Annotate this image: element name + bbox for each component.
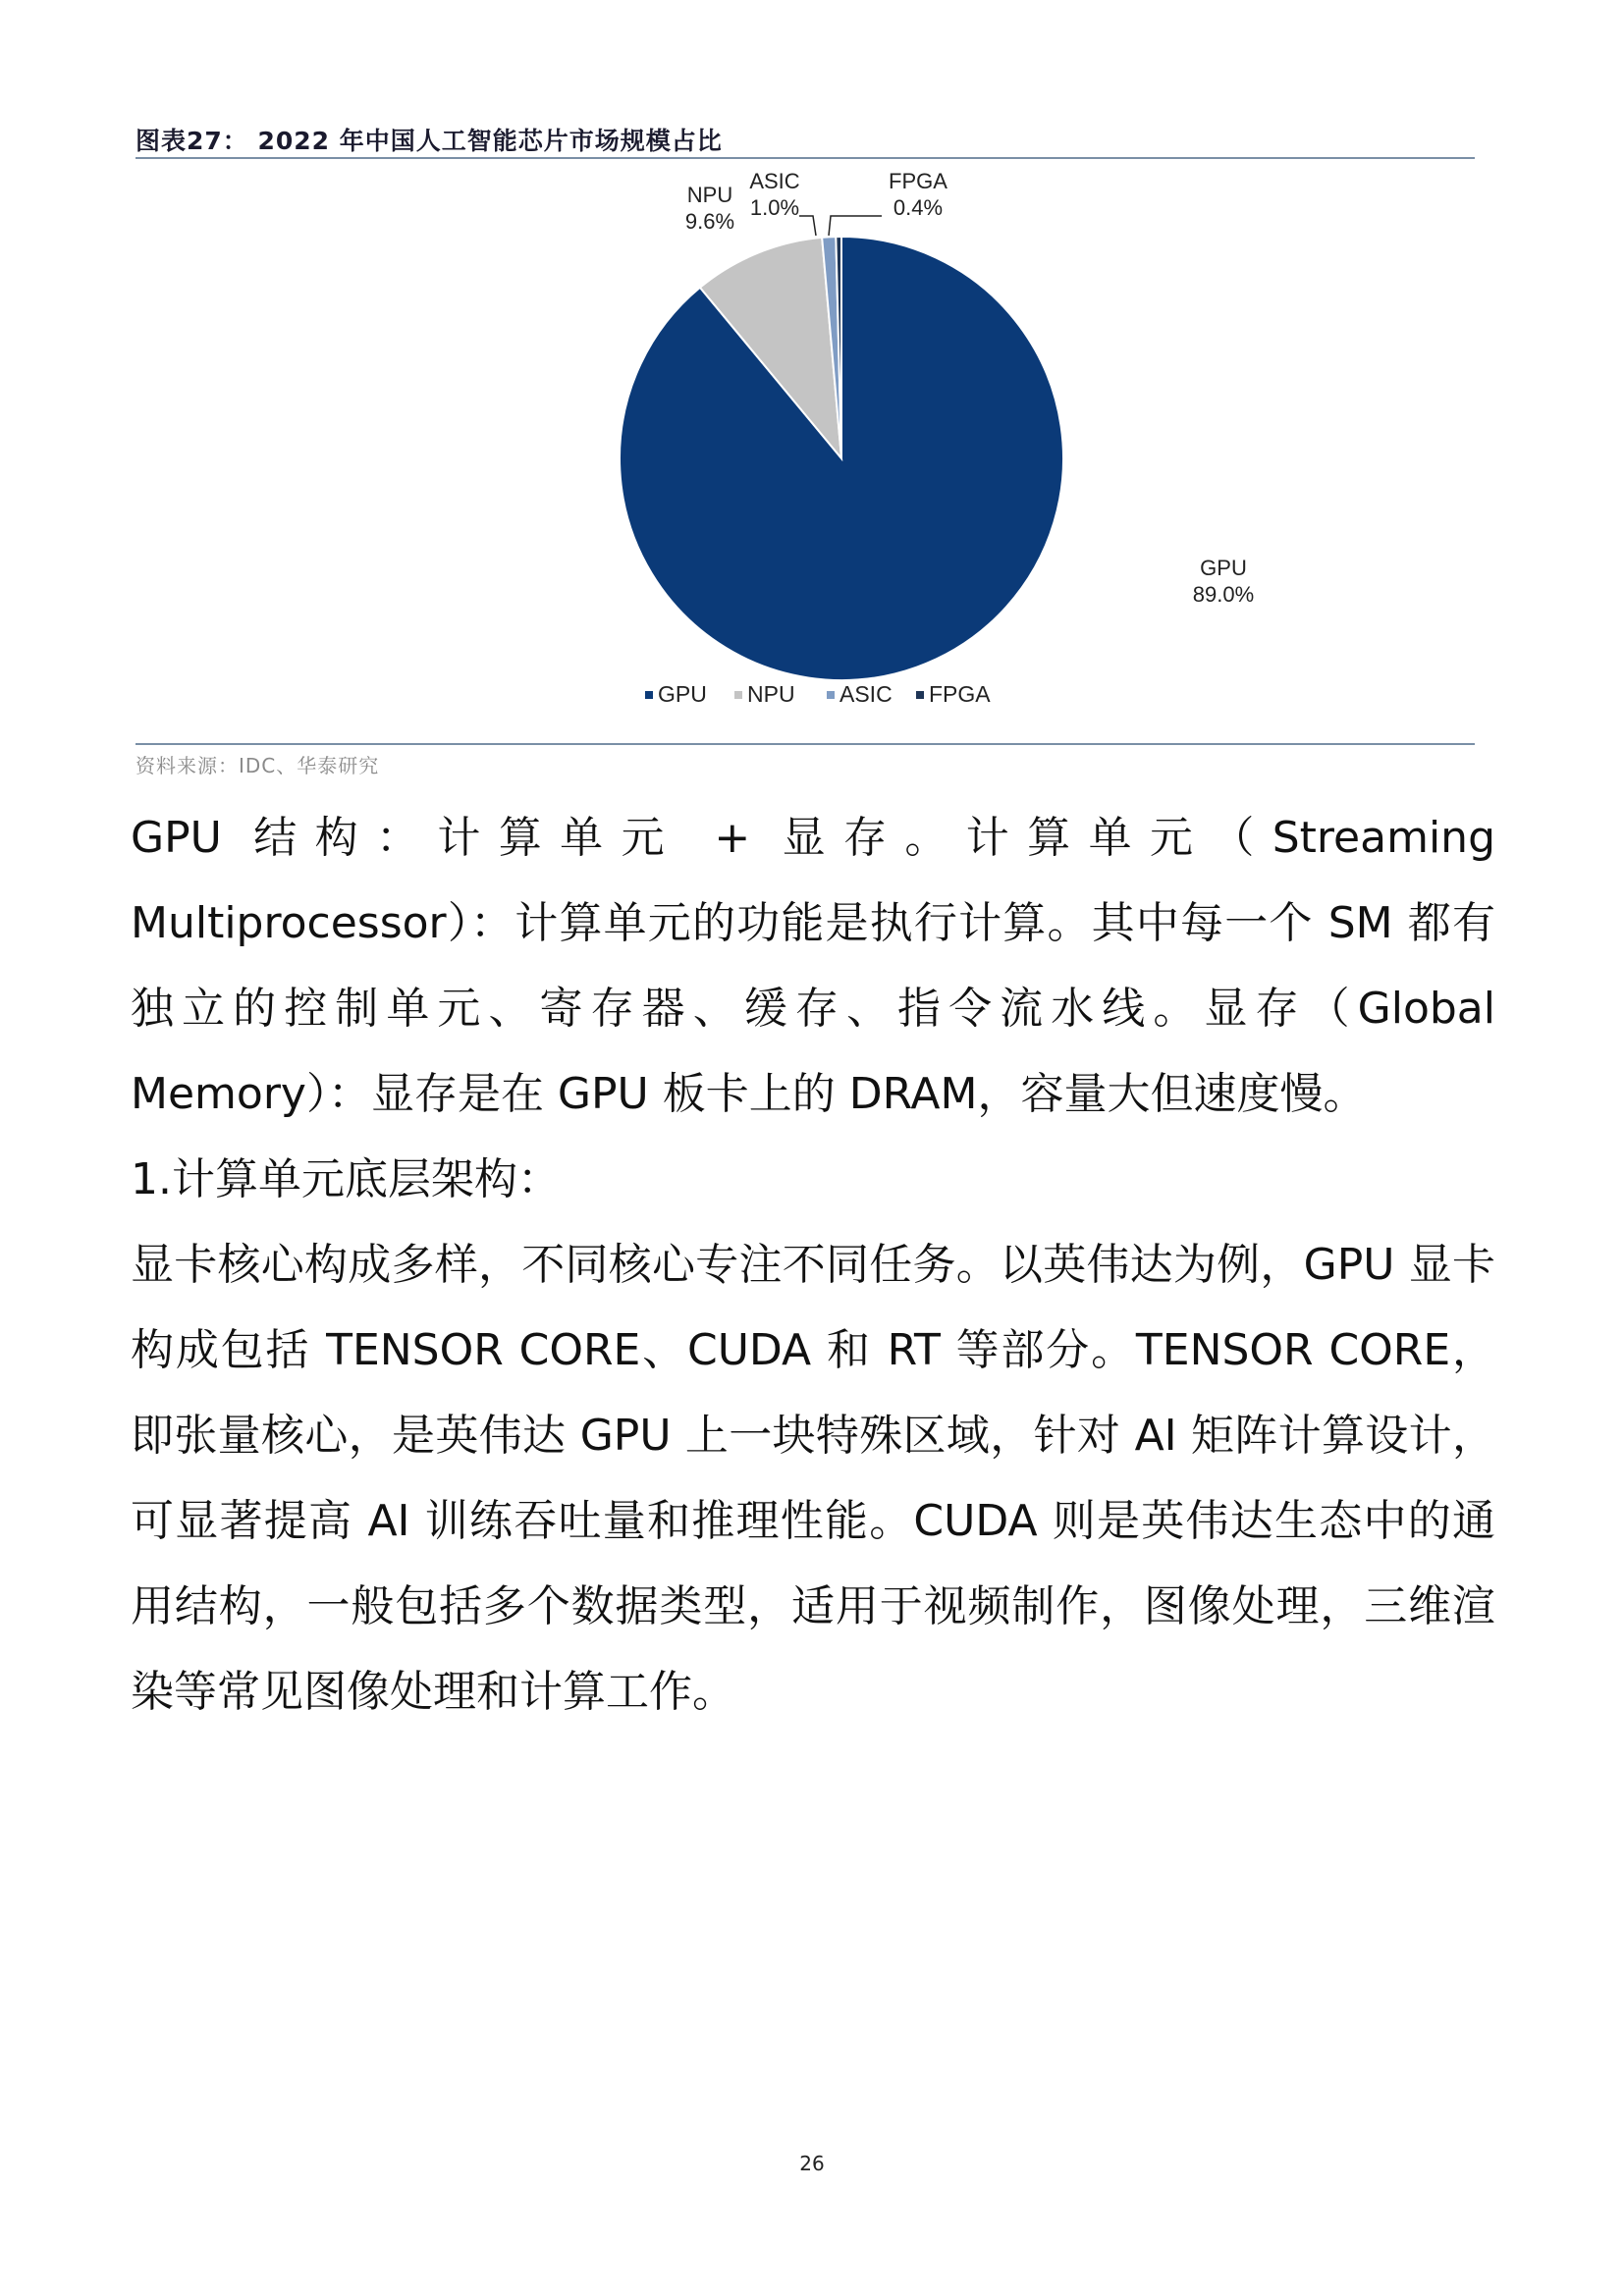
legend-swatch-npu xyxy=(734,691,742,699)
pie-label-fpga: FPGA xyxy=(889,169,947,193)
legend-swatch-fpga xyxy=(916,691,924,699)
paragraph-core-architecture: 显卡核心构成多样，不同核心专注不同任务。以英伟达为例，GPU 显卡构成包括 TENSOR CORE、CUDA 和 RT 等部分。TENSOR CORE，即张量核心，是英伟达 GPU 上一块特殊区域，针对 AI 矩阵计算设计，可显著提高 AI 训练吞吐量和推理性能。CUDA 则是英伟达生态中的通用结构，一般包括多个数据类型，适用于视频制作，图像处理，三维渲染等常见图像处理和计算工作。 xyxy=(131,1240,1495,1717)
pie-chart xyxy=(135,159,1475,738)
figure-title: 图表27： 2022 年中国人工智能芯片市场规模占比 xyxy=(135,127,723,155)
figure-bottom-rule xyxy=(135,743,1475,745)
legend-label-npu: NPU xyxy=(747,681,795,707)
pie-value-fpga: 0.4% xyxy=(893,195,944,220)
legend-swatch-gpu xyxy=(645,691,653,699)
pie-value-asic: 1.0% xyxy=(749,195,800,220)
pie-value-gpu: 89.0% xyxy=(1192,582,1255,607)
pie-value-npu: 9.6% xyxy=(684,209,735,234)
leader-line-fpga xyxy=(829,216,882,236)
legend-label-gpu: GPU xyxy=(658,681,707,707)
page-number: 26 xyxy=(799,2152,825,2175)
section-heading: 1.计算单元底层架构： xyxy=(131,1154,561,1204)
leader-line-asic xyxy=(799,216,816,236)
figure-source: 资料来源：IDC、华泰研究 xyxy=(135,754,380,777)
legend-label-fpga: FPGA xyxy=(929,681,991,707)
body-text xyxy=(131,795,1495,1735)
pie-label-asic: ASIC xyxy=(749,169,800,193)
pie-label-npu: NPU xyxy=(686,183,733,207)
legend-swatch-asic xyxy=(827,691,835,699)
legend-label-asic: ASIC xyxy=(839,681,893,707)
pie-label-gpu: GPU xyxy=(1200,556,1247,580)
paragraph-gpu-structure: GPU 结构：计算单元 + 显存。计算单元（Streaming Multiprocessor）：计算单元的功能是执行计算。其中每一个 SM 都有独立的控制单元、寄存器、缓存、指令流水线。显存（Global Memory）：显存是在 GPU 板卡上的 DRAM，容量大但速度慢。 xyxy=(131,813,1495,1119)
